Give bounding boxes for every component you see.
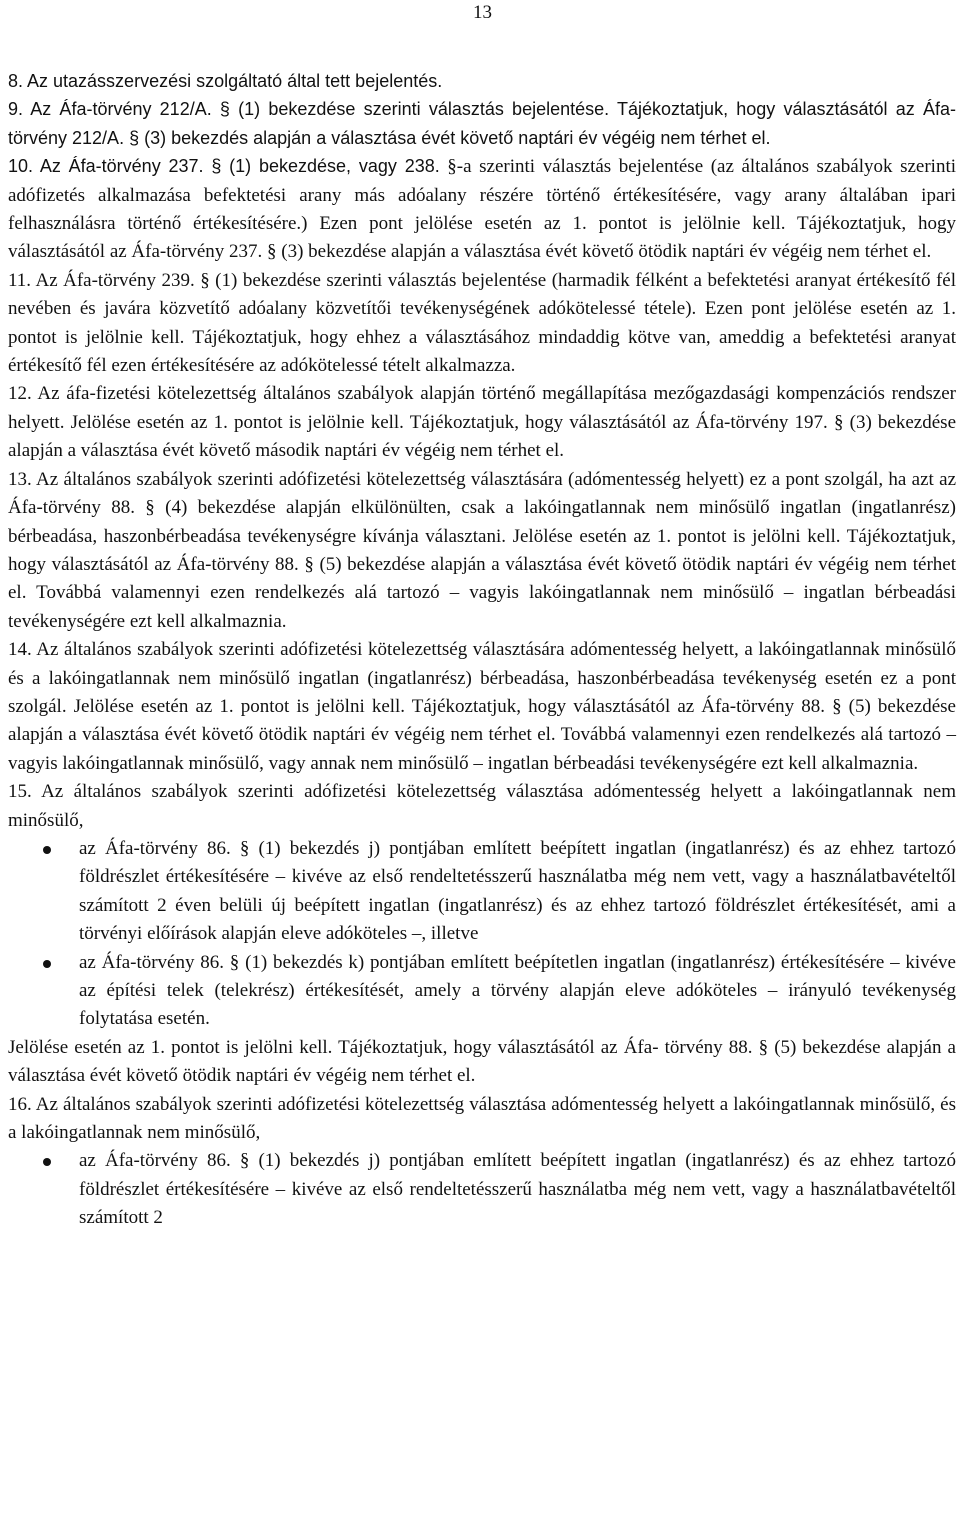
- list-item-text: az Áfa-törvény 86. § (1) bekezdés j) pontjában említett beépített ingatlan (ingatlanrész) és az ehhez tartozó földrészlet értékesítésére – kivéve az első rendeltetésszerű használatba még nem vett, vagy a használatbavételtől számított 2 éven belüli új beépített ingatlan (ingatlanrész) és az ehhez tartozó földrészlet értékesítését, ami a törvényi előírások alapján eleve adóköteles –, illetve: [79, 837, 956, 945]
- bullet-icon: [43, 846, 51, 854]
- list-item-text: az Áfa-törvény 86. § (1) bekezdés j) pontjában említett beépített ingatlan (ingatlanrész) és az ehhez tartozó földrészlet értékesítésére – kivéve az első rendeltetésszerű használatba még nem vett, vagy a használatbavételtől számított 2: [79, 1150, 956, 1229]
- paragraph-9: 9. Az Áfa-törvény 212/A. § (1) bekezdése szerinti választás bejelentése. Tájékoztatjuk, hogy választásától az Áfa- törvény 212/A. § (3) bekezdés alapján a választása évét követő naptári év végéig nem térhet el.: [8, 99, 956, 148]
- paragraph-10-label: 10. Az Áfa-törvény 237. § (1) bekezdése, vagy 238.: [8, 156, 440, 177]
- list-item: [79, 1147, 956, 1232]
- paragraph-12: 12. Az áfa-fizetési kötelezettség általános szabályok alapján történő megállapítása mezőgazdasági kompenzációs rendszer helyett. Jelölése esetén az 1. pontot is jelölnie kell. Tájékoztatjuk, hogy választásától az Áfa-törvény 197. § (3) bekezdése alapján a választása évét követő második naptári év végéig nem térhet el.: [8, 383, 956, 462]
- paragraph-15-bullet-list: [8, 835, 956, 1034]
- paragraph-10: [8, 152, 956, 267]
- page-number: 13: [473, 2, 492, 23]
- bullet-icon: [43, 960, 51, 968]
- paragraph-15-outro: Jelölése esetén az 1. pontot is jelölni kell. Tájékoztatjuk, hogy választásától az Áfa- törvény 88. § (5) bekezdése alapján a választása évét követő ötödik naptári év végéig nem térhet el.: [8, 1036, 956, 1087]
- paragraph-11: 11. Az Áfa-törvény 239. § (1) bekezdése szerinti választás bejelentése (harmadik félként a befektetési aranyat értékesítő fél nevében és javára közvetítő adóalany közvetítői tevékenységének adókötelessé tétele). Ezen pont jelölése esetén az 1. pontot is jelölnie kell. Tájékoztatjuk, hogy ehhez a választásához mindaddig kötve van, ameddig a befektetési aranyat értékesítő fél ezen értékesítésére az adókötelessé tételt alkalmazza.: [8, 269, 956, 377]
- bullet-icon: [43, 1158, 51, 1166]
- paragraph-15-intro: 15. Az általános szabályok szerinti adófizetési kötelezettség választása adómentesség helyett a lakóingatlannak nem minősülő,: [8, 781, 956, 831]
- document-body: [8, 67, 956, 1233]
- list-item: [79, 835, 956, 949]
- list-item-text: az Áfa-törvény 86. § (1) bekezdés k) pontjában említett beépítetlen ingatlan (ingatlanrész) értékesítésére – kivéve az építési telek (telekrész) értékesítését, amely a törvény alapján eleve adóköteles – irányuló tevékenység folytatása esetén.: [79, 951, 956, 1030]
- paragraph-13: 13. Az általános szabályok szerinti adófizetési kötelezettség választására (adómentesség helyett) ez a pont szolgál, ha azt az Áfa-törvény 88. § (4) bekezdése alapján elkülönülten, csak a lakóingatlannak nem minősülő ingatlan (ingatlanrész) bérbeadása, haszonbérbeadása tevékenységre kívánja választani. Jelölése esetén az 1. pontot is jelölni kell. Tájékoztatjuk, hogy választásától az Áfa-törvény 88. § (5) bekezdése alapján a választása évét követő ötödik naptári év végéig nem térhet el. Továbbá valamennyi ezen rendelkezés alá tartozó – vagyis lakóingatlannak nem minősülő – ingatlan bérbeadási tevékenységére ezt kell alkalmaznia.: [8, 468, 956, 632]
- paragraph-14: 14. Az általános szabályok szerinti adófizetési kötelezettség választására adómentesség helyett, a lakóingatlannak minősülő és a lakóingatlannak nem minősülő ingatlan (ingatlanrész) bérbeadása, haszonbérbeadása tevékenység esetén ez a pont szolgál. Jelölése esetén az 1. pontot is jelölni kell. Tájékoztatjuk, hogy választásától az Áfa-törvény 88. § (5) bekezdése alapján a választása évét követő ötödik naptári év végéig nem térhet el. Továbbá valamennyi ezen rendelkezés alá tartozó – vagyis lakóingatlannak minősülő, vagy annak nem minősülő – ingatlan bérbeadási tevékenységére ezt kell alkalmaznia.: [8, 639, 956, 774]
- paragraph-16-intro: 16. Az általános szabályok szerinti adófizetési kötelezettség választása adómentesség helyett a lakóingatlannak minősülő, és a lakóingatlannak nem minősülő,: [8, 1093, 956, 1144]
- list-item: [79, 949, 956, 1034]
- paragraph-8: 8. Az utazásszervezési szolgáltató által tett bejelentés.: [8, 71, 443, 91]
- paragraph-10-body: §-a szerinti választás bejelentése (az általános szabályok szerinti adófizetés alkalmazása befektetési arany más adóalany részére történő értékesítésére, vagy arany általában ipari felhasználásra történő értékesítésére.) Ezen pont jelölése esetén az 1. pontot is jelölnie kell. Tájékoztatjuk, hogy választásától az Áfa-törvény 237. § (3) bekezdése alapján a választása évét követő ötödik naptári év végéig nem térhet el.: [8, 156, 956, 263]
- paragraph-16-bullet-list: [8, 1147, 956, 1232]
